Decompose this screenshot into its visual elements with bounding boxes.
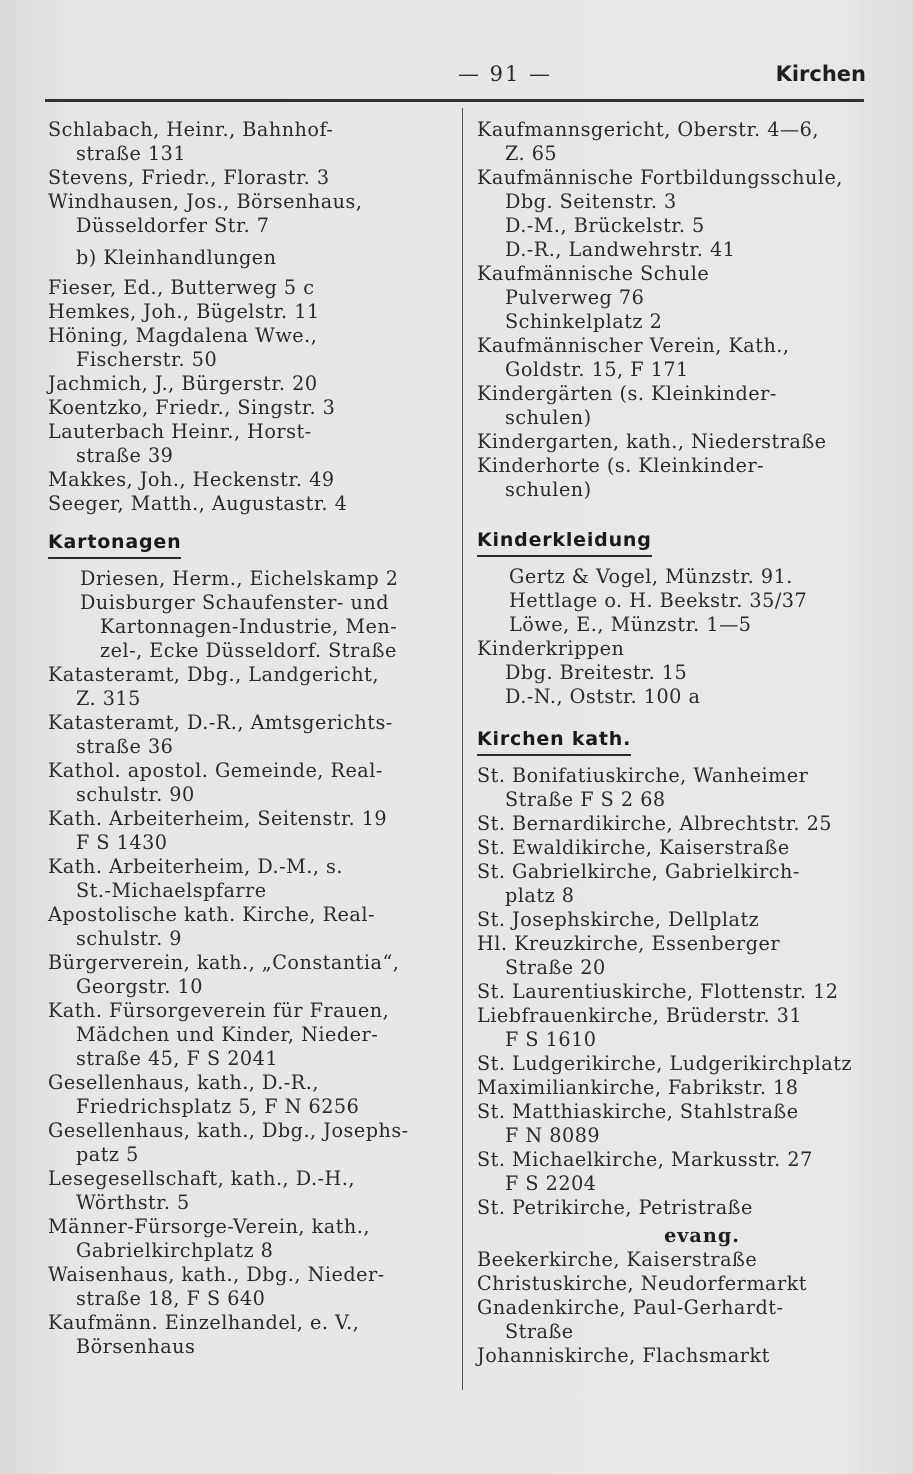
entry-continuation-line: Goldstr. 15, F 171 xyxy=(505,358,689,381)
entry-line: Lesegesellschaft, kath., D.-H., xyxy=(48,1167,355,1190)
directory-entry xyxy=(477,166,877,262)
entry-line: Dbg. Breitestr. 15 xyxy=(505,661,688,684)
entry-continuation-line: Georgstr. 10 xyxy=(76,975,203,998)
directory-entry xyxy=(48,999,448,1071)
entry-continuation-line: St.-Michaelspfarre xyxy=(76,879,267,902)
entry-line: Driesen, Herm., Eichelskamp 2 xyxy=(80,567,399,590)
directory-entry xyxy=(477,637,877,661)
entry-continuation-line: Kartonnagen-Industrie, Men- xyxy=(100,615,398,638)
subgroup-kleinhandlungen: b) Kleinhandlungen xyxy=(76,246,277,269)
left-entries-a xyxy=(48,118,448,238)
directory-entry xyxy=(477,454,877,502)
directory-entry xyxy=(477,812,877,836)
entry-continuation-line: Schinkelplatz 2 xyxy=(505,310,663,333)
directory-entry xyxy=(48,591,448,663)
directory-entry xyxy=(48,396,448,420)
entry-line: St. Michaelkirche, Markusstr. 27 xyxy=(477,1148,813,1171)
entry-line: Kath. Fürsorgeverein für Frauen, xyxy=(48,999,390,1022)
entry-line: St. Petrikirche, Petristraße xyxy=(477,1196,753,1219)
entry-line: Gnadenkirche, Paul-Gerhardt- xyxy=(477,1296,784,1319)
directory-entry xyxy=(48,1071,448,1119)
heading-kinderkleidung: Kinderkleidung xyxy=(477,528,652,557)
directory-entry xyxy=(477,836,877,860)
entry-line: Hettlage o. H. Beekstr. 35/37 xyxy=(509,589,808,612)
entry-line: Hl. Kreuzkirche, Essenberger xyxy=(477,932,781,955)
directory-entry xyxy=(48,711,448,759)
entry-continuation-line: Börsenhaus xyxy=(76,1335,196,1358)
entry-line: Schlabach, Heinr., Bahnhof- xyxy=(48,118,334,141)
entry-continuation-line: F S 1610 xyxy=(505,1028,597,1051)
entry-continuation-line: straße 131 xyxy=(76,142,187,165)
entry-line: Waisenhaus, kath., Dbg., Nieder- xyxy=(48,1263,385,1286)
left-entries-b xyxy=(48,276,448,516)
entry-line: Gesellenhaus, kath., D.-R., xyxy=(48,1071,319,1094)
directory-entry xyxy=(48,190,448,238)
entry-continuation-line: straße 39 xyxy=(76,444,174,467)
directory-entry xyxy=(477,1344,877,1368)
entry-continuation-line: Straße F S 2 68 xyxy=(505,788,666,811)
directory-entry xyxy=(48,759,448,807)
section-label: Kirchen xyxy=(775,62,866,86)
directory-entry xyxy=(48,118,448,166)
entry-line: St. Bonifatiuskirche, Wanheimer xyxy=(477,764,809,787)
directory-entry xyxy=(48,420,448,468)
running-head xyxy=(45,62,866,94)
entry-continuation-line: straße 45, F S 2041 xyxy=(76,1047,279,1070)
directory-entry xyxy=(477,334,877,382)
entry-line: Seeger, Matth., Augustastr. 4 xyxy=(48,492,348,515)
heading-kartonagen: Kartonagen xyxy=(48,530,181,559)
entry-line: Koentzko, Friedr., Singstr. 3 xyxy=(48,396,336,419)
entry-line: Makkes, Joh., Heckenstr. 49 xyxy=(48,468,335,491)
entry-line: St. Gabrielkirche, Gabrielkirch- xyxy=(477,860,800,883)
entry-line: Kaufmännische Schule xyxy=(477,262,710,285)
entry-continuation-line: F S 2204 xyxy=(505,1172,597,1195)
directory-entry xyxy=(48,492,448,516)
entry-continuation-line: Straße xyxy=(505,1320,574,1343)
entry-line: Kath. Arbeiterheim, D.-M., s. xyxy=(48,855,343,878)
subheading-evang: evang. xyxy=(664,1224,740,1247)
entry-line: Kaufmännischer Verein, Kath., xyxy=(477,334,790,357)
header-rule xyxy=(45,99,864,102)
directory-entry xyxy=(477,1196,877,1220)
directory-entry xyxy=(477,1004,877,1052)
entry-continuation-line: schulen) xyxy=(505,406,592,429)
entry-continuation-line: platz 8 xyxy=(505,884,575,907)
left-entries-d xyxy=(48,663,448,1359)
entry-continuation-line: schulen) xyxy=(505,478,592,501)
left-entries-c xyxy=(48,567,448,663)
entry-line: Höning, Magdalena Wwe., xyxy=(48,324,318,347)
directory-entry xyxy=(477,1296,877,1344)
directory-entry xyxy=(477,1076,877,1100)
entry-continuation-line: schulstr. 9 xyxy=(76,927,182,950)
entry-line: Gertz & Vogel, Münzstr. 91. xyxy=(509,565,793,588)
entry-continuation-line: patz 5 xyxy=(76,1143,139,1166)
entry-continuation-line: Fischerstr. 50 xyxy=(76,348,218,371)
entry-continuation-line: straße 18, F S 640 xyxy=(76,1287,266,1310)
directory-entry xyxy=(477,860,877,908)
directory-entry xyxy=(477,980,877,1004)
directory-entry xyxy=(48,1167,448,1215)
entry-line: Stevens, Friedr., Florastr. 3 xyxy=(48,166,330,189)
entry-continuation-line: Straße 20 xyxy=(505,956,606,979)
directory-entry xyxy=(48,1119,448,1167)
directory-entry xyxy=(48,903,448,951)
entry-line: Beekerkirche, Kaiserstraße xyxy=(477,1248,758,1271)
entry-continuation-line: Pulverweg 76 xyxy=(505,286,645,309)
directory-entry xyxy=(48,951,448,999)
directory-entry xyxy=(48,1263,448,1311)
directory-entry xyxy=(48,276,448,300)
entry-line: Kindergärten (s. Kleinkinder- xyxy=(477,382,777,405)
directory-entry xyxy=(48,372,448,396)
entry-line: Kaufmännische Fortbildungsschule, xyxy=(477,166,843,189)
entry-line: Kinderhorte (s. Kleinkinder- xyxy=(477,454,765,477)
entry-continuation-line: D.-R., Landwehrstr. 41 xyxy=(505,238,736,261)
entry-line: Hemkes, Joh., Bügelstr. 11 xyxy=(48,300,320,323)
right-entries-c xyxy=(477,637,877,709)
directory-entry xyxy=(477,382,877,430)
directory-entry xyxy=(477,1148,877,1196)
entry-continuation-line: Friedrichsplatz 5, F N 6256 xyxy=(76,1095,360,1118)
directory-entry xyxy=(48,855,448,903)
entry-continuation-line: Mädchen und Kinder, Nieder- xyxy=(76,1023,379,1046)
entry-continuation-line: F N 8089 xyxy=(505,1124,601,1147)
directory-entry xyxy=(477,613,877,637)
entry-line: Maximiliankirche, Fabrikstr. 18 xyxy=(477,1076,799,1099)
directory-entry xyxy=(48,166,448,190)
entry-continuation-line: Z. 65 xyxy=(505,142,558,165)
directory-entry xyxy=(48,567,448,591)
directory-entry xyxy=(477,430,877,454)
directory-entry xyxy=(477,1100,877,1148)
directory-entry xyxy=(48,807,448,855)
entry-line: Apostolische kath. Kirche, Real- xyxy=(48,903,375,926)
right-entries-b xyxy=(477,565,877,637)
entry-line: Fieser, Ed., Butterweg 5 c xyxy=(48,276,315,299)
entry-line: Kaufmänn. Einzelhandel, e. V., xyxy=(48,1311,360,1334)
directory-entry xyxy=(477,908,877,932)
directory-entry xyxy=(48,1311,448,1359)
entry-line: Gesellenhaus, kath., Dbg., Josephs- xyxy=(48,1119,409,1142)
directory-entry xyxy=(48,1215,448,1263)
right-column xyxy=(477,118,877,1368)
directory-entry xyxy=(48,663,448,711)
right-entries-a xyxy=(477,118,877,502)
entry-line: Lauterbach Heinr., Horst- xyxy=(48,420,312,443)
entry-continuation-line: zel-, Ecke Düsseldorf. Straße xyxy=(100,639,397,662)
entry-continuation-line: Z. 315 xyxy=(76,687,141,710)
entry-line: Löwe, E., Münzstr. 1—5 xyxy=(509,613,752,636)
entry-line: Kinderkrippen xyxy=(477,637,625,660)
directory-entry xyxy=(477,1248,877,1272)
entry-line: St. Bernardikirche, Albrechtstr. 25 xyxy=(477,812,833,835)
directory-entry xyxy=(477,589,877,613)
entry-continuation-line: Gabrielkirchplatz 8 xyxy=(76,1239,274,1262)
entry-line: Liebfrauenkirche, Brüderstr. 31 xyxy=(477,1004,803,1027)
directory-entry xyxy=(477,565,877,589)
right-entries-d xyxy=(477,764,877,1220)
entry-line: Katasteramt, Dbg., Landgericht, xyxy=(48,663,379,686)
right-entries-e xyxy=(477,1248,877,1368)
entry-line: Johanniskirche, Flachsmarkt xyxy=(477,1344,770,1367)
entry-line: St. Josephskirche, Dellplatz xyxy=(477,908,760,931)
entry-continuation-line: Wörthstr. 5 xyxy=(76,1191,190,1214)
entry-line: St. Ewaldikirche, Kaiserstraße xyxy=(477,836,790,859)
entry-continuation-line: straße 36 xyxy=(76,735,174,758)
directory-entry xyxy=(477,764,877,812)
entry-line: Windhausen, Jos., Börsenhaus, xyxy=(48,190,363,213)
directory-entry xyxy=(477,932,877,980)
heading-kirchen-kath: Kirchen kath. xyxy=(477,727,631,756)
page-number: — 91 — xyxy=(457,62,553,86)
directory-entry xyxy=(477,118,877,166)
directory-entry xyxy=(477,1052,877,1076)
entry-line: Duisburger Schaufenster- und xyxy=(80,591,389,614)
column-divider xyxy=(462,108,463,1390)
entry-line: St. Laurentiuskirche, Flottenstr. 12 xyxy=(477,980,839,1003)
entry-continuation-line: Dbg. Seitenstr. 3 xyxy=(505,190,677,213)
entry-continuation-line: D.-M., Brückelstr. 5 xyxy=(505,214,705,237)
entry-line: Jachmich, J., Bürgerstr. 20 xyxy=(48,372,318,395)
entry-continuation-line: F S 1430 xyxy=(76,831,168,854)
entry-continuation-line: schulstr. 90 xyxy=(76,783,195,806)
entry-line: St. Matthiaskirche, Stahlstraße xyxy=(477,1100,799,1123)
directory-entry xyxy=(48,300,448,324)
entry-line: Männer-Fürsorge-Verein, kath., xyxy=(48,1215,370,1238)
directory-entry xyxy=(477,262,877,334)
entry-line: Bürgerverein, kath., „Constantia“, xyxy=(48,951,400,974)
entry-continuation-line: Düsseldorfer Str. 7 xyxy=(76,214,270,237)
entry-line: Katasteramt, D.-R., Amtsgerichts- xyxy=(48,711,393,734)
entry-line: Kaufmannsgericht, Oberstr. 4—6, xyxy=(477,118,819,141)
directory-entry xyxy=(48,468,448,492)
entry-line: Kindergarten, kath., Niederstraße xyxy=(477,430,827,453)
entry-line: Christuskirche, Neudorfermarkt xyxy=(477,1272,807,1295)
directory-entry xyxy=(477,685,877,709)
entry-line: D.-N., Oststr. 100 a xyxy=(505,685,701,708)
left-column xyxy=(48,118,448,1359)
directory-entry xyxy=(477,1272,877,1296)
entry-line: Kathol. apostol. Gemeinde, Real- xyxy=(48,759,383,782)
entry-line: St. Ludgerikirche, Ludgerikirchplatz xyxy=(477,1052,853,1075)
entry-line: Kath. Arbeiterheim, Seitenstr. 19 xyxy=(48,807,388,830)
directory-entry xyxy=(477,661,877,685)
directory-entry xyxy=(48,324,448,372)
